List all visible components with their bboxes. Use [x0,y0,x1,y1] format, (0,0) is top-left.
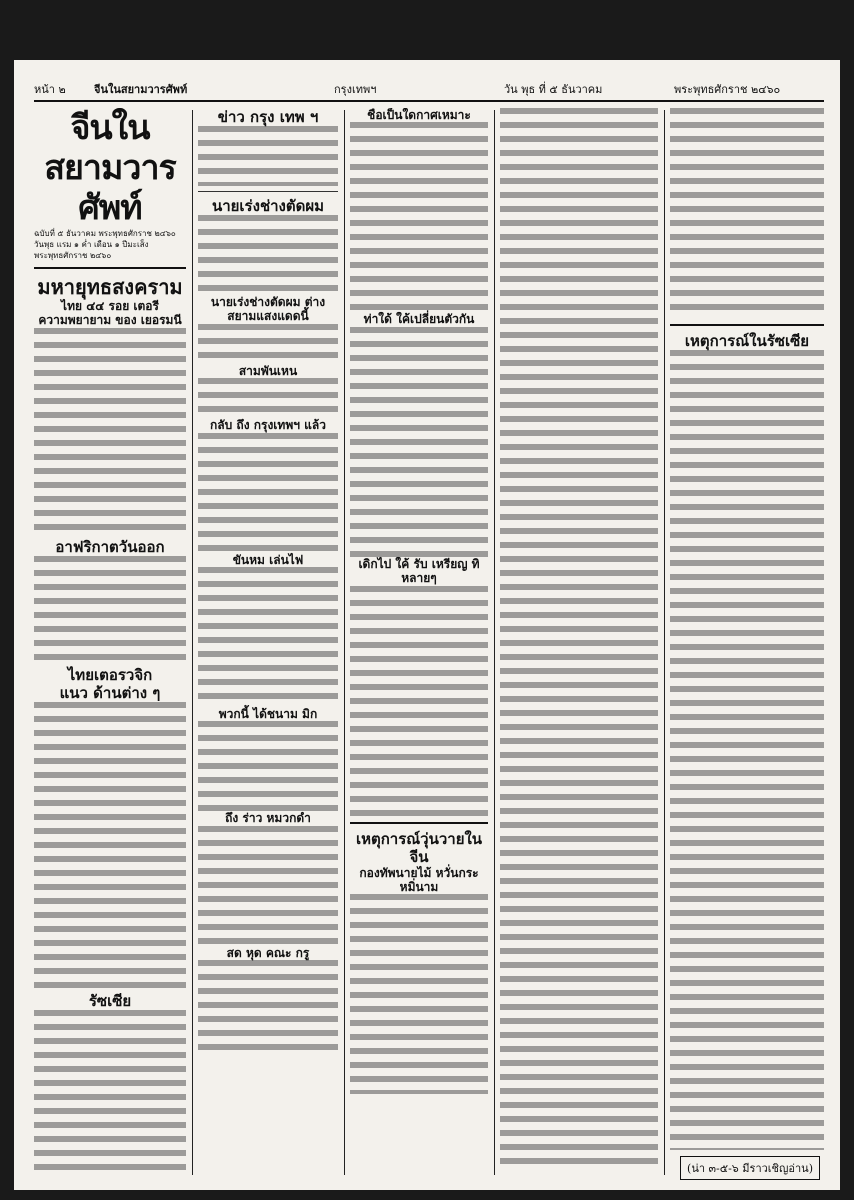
subhead: ไทย ๔๔ รอย เตอรี [61,299,159,313]
continuation-note: (น่า ๓-๕-๖ มีราวเชิญอ่าน) [680,1156,820,1180]
header-location: กรุงเทพฯ [334,83,377,96]
column-5 [670,108,824,1178]
headline-barber: นายเร่งช่างตัดผม [211,197,325,215]
column-1 [34,108,186,1178]
page-number: หน้า ๒ [34,83,66,96]
column-3 [350,108,488,1178]
masthead-title: จีนในสยามวารศัพท์ [44,108,176,228]
column-rule [192,110,193,1175]
header-date: วัน พุธ ที่ ๕ ธันวาคม [504,83,603,96]
article-body [34,556,186,666]
subhead: พวกนี้ ได้ชนาม มิก [218,706,318,721]
article-body [198,433,338,553]
subhead: สด หุด คณะ กรู [226,945,310,960]
section-heading: อาฟริกาตวันออก [55,537,165,556]
subhead: ท่าใด้ ใค้เปลี่ยนตัวกัน [363,312,475,327]
article-body [500,108,658,1168]
newspaper-page [14,60,840,1190]
article-body [198,826,338,946]
column-4 [500,108,658,1178]
article-body [34,1010,186,1178]
subhead: สามพันเหน [238,363,298,378]
article-body [350,122,488,312]
article-body [198,324,338,364]
byline: ความพยายาม ของ เยอรมนี [38,313,182,328]
article-body [34,328,186,538]
subhead: ถึง ร่าว หมวกดำ [225,811,311,826]
section-heading: แนว ด้านต่าง ๆ [59,683,161,702]
headline-russia-events: เหตุการณ์ในรัซเซีย [684,332,810,350]
column-rule [494,110,495,1175]
article-body [350,327,488,557]
section-heading: ไทยเตอรวจิก [67,665,153,684]
column-rule [344,110,345,1175]
article-body [198,567,338,707]
header-era: พระพุทธศักราช ๒๔๖๐ [674,83,781,96]
article-body [350,586,488,816]
subhead: ขันหม เล่นไฟ [232,552,304,567]
article-body [350,894,488,1094]
article-body [198,721,338,811]
headline-war: มหายุทธสงคราม [37,275,183,299]
article-body [670,350,824,1150]
column-rule [664,110,665,1175]
subhead: กองทัพนายไม้ หวั่นกระหมิ่นาม [359,865,479,894]
column-2 [198,108,338,1178]
subhead: กลับ ถึง กรุงเทพฯ แล้ว [210,418,326,433]
article-body [198,215,338,295]
header-paper-name: จีนในสยามวารศัพท์ [94,83,188,96]
article-body [198,960,338,1050]
headline-china-unrest: เหตุการณ์วุ่นวายในจีน [355,829,483,866]
page-header [34,78,824,102]
issue-line: ฉบับที่ ๕ ธันวาคม พระพุทธศักราช ๒๔๖๐ [34,229,176,238]
issue-line: พระพุทธศักราช ๒๔๖๐ [34,251,112,260]
article-body [670,108,824,318]
headline-bangkok-news: ข่าว กรุง เทพ ฯ [217,108,319,126]
headline-weather: ชื่อเป็นใดกาศเหมาะ [367,108,471,122]
section-heading: รัซเซีย [88,991,132,1010]
issue-line: วันพุธ แรม ๑ ค่ำ เดือน ๑ ปีมะเส็ง [34,240,149,249]
article-body [34,702,186,992]
article-body [198,126,338,186]
article-body [198,378,338,418]
subhead: นายเร่งช่างตัดผม ต่างสยามแสงแดดนี้ [210,295,326,324]
subhead: เดิกไป ใค้ รับ เหรียญ ทิ หลายๆ [358,556,480,586]
